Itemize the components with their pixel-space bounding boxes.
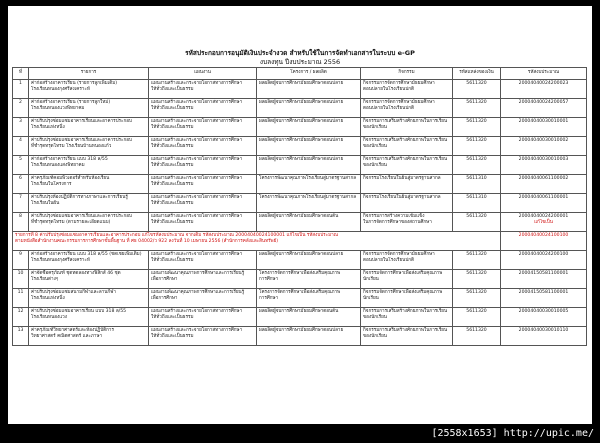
row-number: 10 bbox=[13, 270, 29, 289]
activity-text: กิจกรรมการจัดการศึกษามัธยมศึกษา bbox=[363, 99, 435, 105]
budget-code: 20004040030010002 bbox=[518, 137, 569, 143]
budget-table bbox=[12, 67, 587, 346]
item-cell bbox=[29, 156, 149, 175]
plan-cell bbox=[149, 156, 257, 175]
activity-text: นักเรียน bbox=[363, 276, 379, 282]
budget-code: 20004040061100001 bbox=[518, 194, 569, 200]
plan-cell bbox=[149, 175, 257, 194]
budget-code-cell bbox=[501, 308, 587, 327]
budget-code-cell bbox=[501, 194, 587, 213]
project-cell bbox=[257, 213, 361, 232]
header-project: โครงการ / ผลผลิต bbox=[257, 68, 361, 80]
activity-text: กิจกรรมการสร้างความเข้มแข็ง bbox=[363, 213, 425, 219]
plan-text: แผนงานสร้างและกระจายโอกาสทางการศึกษา bbox=[151, 213, 243, 219]
fund-code: 5611320 bbox=[453, 99, 501, 118]
plan-cell bbox=[149, 99, 257, 118]
item-text: ค่าก่อสร้างอาคารเรียน แบบ 318 ล/55 bbox=[31, 156, 108, 162]
plan-text: ให้ทั่วถึงและเป็นธรรม bbox=[151, 86, 194, 92]
row-number: 6 bbox=[13, 175, 29, 194]
budget-code: 20004040061100002 bbox=[518, 175, 569, 181]
activity-text: กิจกรรมการเสริมสร้างศักยภาพในการเรียน bbox=[363, 137, 448, 143]
item-text: ค่าครุภัณฑ์คอมพิวเตอร์สำหรับห้องเรียน bbox=[31, 175, 110, 181]
plan-text: ให้ทั่วถึงและเป็นธรรม bbox=[151, 181, 194, 187]
item-text: ค่าปรับปรุงซ่อมแซมสนามกีฬาและลานกีฬา bbox=[31, 289, 116, 295]
project-cell bbox=[257, 251, 361, 270]
item-text: ค่าก่อสร้างอาคารเรียน (รายการลูกใหม่) bbox=[31, 99, 111, 105]
item-text: ค่าก่อสร้างอาคารเรียน (รายการลูกเพิ่มเติม) bbox=[31, 80, 118, 86]
budget-code: 20004040030010001 bbox=[518, 118, 569, 124]
header-budget: รหัสงบประมาณ bbox=[501, 68, 587, 80]
item-cell bbox=[29, 137, 149, 156]
document-subtitle: งบลงทุน ปีงบประมาณ 2556 bbox=[259, 58, 341, 66]
plan-cell bbox=[149, 251, 257, 270]
correction-note-line: ตามหนังสือสำนักงานคณะกรรมการการศึกษาขั้นพื้นฐาน ที่ ศธ 04002/ว 922 ลงวันที่ 10 เมษายน 2556 (สำนักการคลังและสินทรัพย์) bbox=[15, 238, 279, 244]
activity-text: กิจกรรมการจัดการศึกษามัธยมศึกษา bbox=[363, 251, 435, 257]
document-title: รหัสประกอบการอนุมัติเงินประจำงวด สำหรับใช้ในการจัดทำเอกสารในระบบ e-GP bbox=[185, 49, 415, 57]
item-text: ค่าปรับปรุงซ่อมแซมอาคารเรียน แบบ 318 ล/55 bbox=[31, 308, 127, 314]
item-text: ค่าจัดซื้อครุภัณฑ์ ชุดทดลองทางฟิสิกส์ 46 ชุด bbox=[31, 270, 121, 276]
activity-text: ของนักเรียน bbox=[363, 314, 387, 320]
activity-cell bbox=[361, 137, 453, 156]
activity-cell bbox=[361, 270, 453, 289]
budget-code-cell bbox=[501, 137, 587, 156]
row-number: 13 bbox=[13, 327, 29, 346]
item-text: ค่าปรับปรุงซ่อมแซมอาคารเรียนและอาคารประกอบ bbox=[31, 213, 132, 219]
plan-text: แผนงานสร้างและกระจายโอกาสทางการศึกษา bbox=[151, 137, 243, 143]
activity-text: นักเรียน bbox=[363, 295, 379, 301]
table-header-row bbox=[13, 68, 587, 80]
plan-text: ให้ทั่วถึงและเป็นธรรม bbox=[151, 314, 194, 320]
activity-text: ตอนปลายในโรงเรียนปกติ bbox=[363, 257, 414, 263]
project-cell bbox=[257, 137, 361, 156]
plan-text: แผนงานพัฒนาคุณภาพการศึกษาและการเรียนรู้ bbox=[151, 289, 245, 295]
project-text: ผลผลิตผู้จบการศึกษามัธยมศึกษาตอนต้น bbox=[259, 213, 339, 219]
table-row bbox=[13, 251, 587, 270]
item-text: ค่าปรับปรุงห้องปฏิบัติการทางภาษาและการเรียนรู้ bbox=[31, 194, 128, 200]
activity-cell bbox=[361, 213, 453, 232]
row-number: 4 bbox=[13, 137, 29, 156]
plan-text: แผนงานสร้างและกระจายโอกาสทางการศึกษา bbox=[151, 308, 243, 314]
activity-cell bbox=[361, 118, 453, 137]
item-text: โรงเรียนแห่งหนึ่ง bbox=[31, 295, 65, 301]
header-fund: รหัสแหล่งของเงิน bbox=[453, 68, 501, 80]
header-plan: แผนงาน bbox=[149, 68, 257, 80]
budget-code-cell bbox=[501, 327, 587, 346]
project-text: การศึกษา bbox=[259, 276, 279, 282]
table-row bbox=[13, 156, 587, 175]
table-row bbox=[13, 289, 587, 308]
table-row bbox=[13, 213, 587, 232]
budget-code-cell bbox=[501, 232, 587, 251]
table-row bbox=[13, 327, 587, 346]
project-cell bbox=[257, 308, 361, 327]
plan-cell bbox=[149, 80, 257, 99]
budget-code-cell bbox=[501, 156, 587, 175]
plan-cell bbox=[149, 308, 257, 327]
project-text: ผลผลิตผู้จบการศึกษามัธยมศึกษาตอนปลาย bbox=[259, 137, 344, 143]
item-cell bbox=[29, 99, 149, 118]
item-text: ที่ชำรุดทรุดโทรม (ตามรายละเอียดแนบ) bbox=[31, 219, 111, 225]
upload-stamp: [2558x1653] http://upic.me/ bbox=[0, 424, 600, 443]
item-text: โรงเรียนในโครงการ bbox=[31, 181, 72, 187]
document-page bbox=[8, 6, 592, 424]
item-cell bbox=[29, 327, 149, 346]
budget-code: 20004150581100001 bbox=[518, 270, 569, 276]
activity-cell bbox=[361, 289, 453, 308]
plan-text: แผนงานสร้างและกระจายโอกาสทางการศึกษา bbox=[151, 80, 243, 86]
fund-code: 5611320 bbox=[453, 289, 501, 308]
item-text: โรงเรียนหนองกุงศรีสงเคราะห์ bbox=[31, 257, 90, 263]
project-text: ผลผลิตผู้จบการศึกษามัธยมศึกษาตอนปลาย bbox=[259, 99, 344, 105]
item-text: ค่าครุภัณฑ์วิทยาศาสตร์และห้องปฏิบัติการ bbox=[31, 327, 114, 333]
plan-cell bbox=[149, 289, 257, 308]
plan-text: แผนงานพัฒนาคุณภาพการศึกษาและการเรียนรู้ bbox=[151, 270, 245, 276]
header-item: รายการ bbox=[29, 68, 149, 80]
project-text: โครงการพัฒนาคุณภาพโรงเรียนสู่มาตรฐานสากล bbox=[259, 194, 357, 200]
activity-text: กิจกรรมการเสริมสร้างศักยภาพในการเรียน bbox=[363, 308, 448, 314]
fund-code: 5611320 bbox=[453, 251, 501, 270]
plan-cell bbox=[149, 137, 257, 156]
project-cell bbox=[257, 175, 361, 194]
plan-cell bbox=[149, 213, 257, 232]
item-text: โรงเรียนในฝัน bbox=[31, 200, 60, 206]
table-row bbox=[13, 308, 587, 327]
fund-code: 5611320 bbox=[453, 137, 501, 156]
plan-cell bbox=[149, 194, 257, 213]
table-row bbox=[13, 80, 587, 99]
budget-code-cell bbox=[501, 175, 587, 194]
plan-text: ให้ทั่วถึงและเป็นธรรม bbox=[151, 257, 194, 263]
budget-code: 20004040024200100 bbox=[518, 251, 569, 257]
plan-cell bbox=[149, 118, 257, 137]
project-cell bbox=[257, 194, 361, 213]
row-number: 1 bbox=[13, 80, 29, 99]
plan-text: แผนงานสร้างและกระจายโอกาสทางการศึกษา bbox=[151, 175, 243, 181]
item-text: ค่าก่อสร้างอาคารเรียน แบบ 318 ล/55 (ชดเชยเพิ่มเติม) bbox=[31, 251, 142, 257]
budget-code-cell bbox=[501, 118, 587, 137]
project-text: ผลผลิตผู้จบการศึกษามัธยมศึกษาตอนปลาย bbox=[259, 251, 344, 257]
item-cell bbox=[29, 270, 149, 289]
plan-text: ให้ทั่วถึงและเป็นธรรม bbox=[151, 105, 194, 111]
activity-cell bbox=[361, 80, 453, 99]
item-cell bbox=[29, 213, 149, 232]
correction-note-line: รายการที่ 8 ค่าปรับปรุงซ่อมแซมอาคารเรียนและอาคารประกอบ แก้ไขรหัสงบประมาณ จากเดิม รหัสงบประมาณ 20004040024100001 แก้ไขเป็น รหัสงบประมาณ bbox=[15, 232, 338, 238]
budget-code: 20004040024200001 bbox=[518, 213, 569, 219]
plan-text: แผนงานสร้างและกระจายโอกาสทางการศึกษา bbox=[151, 251, 243, 257]
budget-code: 20004040024100100 bbox=[518, 232, 569, 238]
activity-text: ของนักเรียน bbox=[363, 124, 387, 130]
budget-code-cell bbox=[501, 270, 587, 289]
item-cell bbox=[29, 194, 149, 213]
header-activity: กิจกรรม bbox=[361, 68, 453, 80]
table-row bbox=[13, 99, 587, 118]
row-number: 7 bbox=[13, 194, 29, 213]
fund-code: 5611320 bbox=[453, 213, 501, 232]
plan-text: แผนงานสร้างและกระจายโอกาสทางการศึกษา bbox=[151, 156, 243, 162]
budget-code: 20004150581100001 bbox=[518, 289, 569, 295]
item-text: วิทยาศาสตร์ คณิตศาสตร์ และภาษา bbox=[31, 333, 103, 339]
plan-text: เพื่อการศึกษา bbox=[151, 276, 178, 282]
fund-code: 5611320 bbox=[453, 327, 501, 346]
activity-text: ของนักเรียน bbox=[363, 333, 387, 339]
item-text: โรงเรียนหนองแวงพิทยาคม bbox=[31, 105, 85, 111]
item-text: ที่ชำรุดทรุดโทรม โรงเรียนบ้านหนองแก้ว bbox=[31, 143, 112, 149]
activity-cell bbox=[361, 194, 453, 213]
activity-cell bbox=[361, 251, 453, 270]
activity-text: กิจกรรมโรงเรียนในฝันสู่มาตรฐานสากล bbox=[363, 175, 441, 181]
plan-text: ให้ทั่วถึงและเป็นธรรม bbox=[151, 200, 194, 206]
plan-text: ให้ทั่วถึงและเป็นธรรม bbox=[151, 162, 194, 168]
table-row bbox=[13, 194, 587, 213]
plan-text: ให้ทั่วถึงและเป็นธรรม bbox=[151, 219, 194, 225]
budget-code: 20004040024200057 bbox=[518, 99, 569, 105]
fund-code: 5611310 bbox=[453, 175, 501, 194]
project-cell bbox=[257, 270, 361, 289]
budget-code-cell bbox=[501, 251, 587, 270]
project-cell bbox=[257, 289, 361, 308]
activity-text: ตอนปลายในโรงเรียนปกติ bbox=[363, 105, 414, 111]
activity-cell bbox=[361, 327, 453, 346]
plan-text: เพื่อการศึกษา bbox=[151, 295, 178, 301]
plan-cell bbox=[149, 270, 257, 289]
project-text: โครงการจัดการศึกษาเพื่อส่งเสริมคุณภาพ bbox=[259, 270, 341, 276]
activity-cell bbox=[361, 99, 453, 118]
budget-code-cell bbox=[501, 289, 587, 308]
activity-text: ของนักเรียน bbox=[363, 143, 387, 149]
fund-code: 5611320 bbox=[453, 118, 501, 137]
item-cell bbox=[29, 175, 149, 194]
budget-code-cell bbox=[501, 99, 587, 118]
plan-text: แผนงานสร้างและกระจายโอกาสทางการศึกษา bbox=[151, 118, 243, 124]
fund-code: 5611320 bbox=[453, 156, 501, 175]
item-text: ค่าปรับปรุงซ่อมแซมอาคารเรียนและอาคารประกอบ bbox=[31, 118, 132, 124]
plan-text: ให้ทั่วถึงและเป็นธรรม bbox=[151, 124, 194, 130]
budget-code: 20004040030010005 bbox=[518, 308, 569, 314]
budget-code-cell bbox=[501, 213, 587, 232]
project-text: โครงการจัดการศึกษาเพื่อส่งเสริมคุณภาพ bbox=[259, 289, 341, 295]
fund-code: 5611320 bbox=[453, 80, 501, 99]
budget-code-change: แก้ไขเป็น bbox=[534, 219, 553, 225]
row-number: 8 bbox=[13, 213, 29, 232]
item-text: โรงเรียนแห่งหนึ่ง bbox=[31, 124, 65, 130]
row-number: 2 bbox=[13, 99, 29, 118]
plan-cell bbox=[149, 327, 257, 346]
table-row bbox=[13, 270, 587, 289]
fund-code: 5611310 bbox=[453, 194, 501, 213]
activity-text: ของนักเรียน bbox=[363, 162, 387, 168]
activity-text: ในการจัดการศึกษาของสถานศึกษา bbox=[363, 219, 432, 225]
project-cell bbox=[257, 118, 361, 137]
fund-code: 5611320 bbox=[453, 270, 501, 289]
activity-text: กิจกรรมจัดการศึกษาเพื่อส่งเสริมคุณภาพ bbox=[363, 270, 443, 276]
row-number: 3 bbox=[13, 118, 29, 137]
project-cell bbox=[257, 156, 361, 175]
table-row bbox=[13, 175, 587, 194]
budget-code-cell bbox=[501, 80, 587, 99]
activity-cell bbox=[361, 175, 453, 194]
project-cell bbox=[257, 327, 361, 346]
budget-code: 20004040030010003 bbox=[518, 156, 569, 162]
row-number: 11 bbox=[13, 289, 29, 308]
plan-text: ให้ทั่วถึงและเป็นธรรม bbox=[151, 143, 194, 149]
item-text: โรงเรียนต่างๆ bbox=[31, 276, 59, 282]
correction-note-row bbox=[13, 232, 587, 251]
activity-cell bbox=[361, 308, 453, 327]
project-cell bbox=[257, 99, 361, 118]
table-row bbox=[13, 118, 587, 137]
table-body bbox=[13, 80, 587, 346]
item-cell bbox=[29, 80, 149, 99]
plan-text: ให้ทั่วถึงและเป็นธรรม bbox=[151, 333, 194, 339]
item-cell bbox=[29, 118, 149, 137]
item-text: โรงเรียนหนองแวง bbox=[31, 314, 68, 320]
project-text: ผลผลิตผู้จบการศึกษามัธยมศึกษาตอนปลาย bbox=[259, 80, 344, 86]
item-text: โรงเรียนหนองกุงศรีสงเคราะห์ bbox=[31, 86, 90, 92]
item-cell bbox=[29, 289, 149, 308]
activity-text: กิจกรรมการจัดการศึกษามัธยมศึกษา bbox=[363, 80, 435, 86]
project-cell bbox=[257, 80, 361, 99]
activity-text: ตอนปลายในโรงเรียนปกติ bbox=[363, 86, 414, 92]
budget-code: 20004040030010110 bbox=[518, 327, 569, 333]
activity-text: กิจกรรมการเสริมสร้างศักยภาพในการเรียน bbox=[363, 118, 448, 124]
plan-text: แผนงานสร้างและกระจายโอกาสทางการศึกษา bbox=[151, 327, 243, 333]
item-text: โรงเรียนหนองแสงพิทยาคม bbox=[31, 162, 85, 168]
plan-text: แผนงานสร้างและกระจายโอกาสทางการศึกษา bbox=[151, 194, 243, 200]
header-no: ที่ bbox=[13, 68, 29, 80]
project-text: ผลผลิตผู้จบการศึกษามัธยมศึกษาตอนปลาย bbox=[259, 327, 344, 333]
row-number: 9 bbox=[13, 251, 29, 270]
activity-text: กิจกรรมจัดการศึกษาเพื่อส่งเสริมคุณภาพ bbox=[363, 289, 443, 295]
project-text: ผลผลิตผู้จบการศึกษามัธยมศึกษาตอนต้น bbox=[259, 308, 339, 314]
row-number: 5 bbox=[13, 156, 29, 175]
plan-text: แผนงานสร้างและกระจายโอกาสทางการศึกษา bbox=[151, 99, 243, 105]
fund-code: 5611320 bbox=[453, 308, 501, 327]
item-text: ค่าปรับปรุงซ่อมแซมอาคารเรียนและอาคารประกอบ bbox=[31, 137, 132, 143]
row-number: 12 bbox=[13, 308, 29, 327]
activity-text: กิจกรรมการเสริมสร้างศักยภาพในการเรียน bbox=[363, 327, 448, 333]
project-text: ผลผลิตผู้จบการศึกษามัธยมศึกษาตอนปลาย bbox=[259, 118, 344, 124]
budget-code: 20004040024200023 bbox=[518, 80, 569, 86]
project-text: ผลผลิตผู้จบการศึกษามัธยมศึกษาตอนปลาย bbox=[259, 156, 344, 162]
project-text: การศึกษา bbox=[259, 295, 279, 301]
activity-text: กิจกรรมการเสริมสร้างศักยภาพในการเรียน bbox=[363, 156, 448, 162]
activity-cell bbox=[361, 156, 453, 175]
item-cell bbox=[29, 251, 149, 270]
activity-text: กิจกรรมโรงเรียนในฝันสู่มาตรฐานสากล bbox=[363, 194, 441, 200]
item-cell bbox=[29, 308, 149, 327]
table-row bbox=[13, 137, 587, 156]
project-text: โครงการพัฒนาคุณภาพโรงเรียนสู่มาตรฐานสากล bbox=[259, 175, 357, 181]
correction-note bbox=[13, 232, 501, 251]
